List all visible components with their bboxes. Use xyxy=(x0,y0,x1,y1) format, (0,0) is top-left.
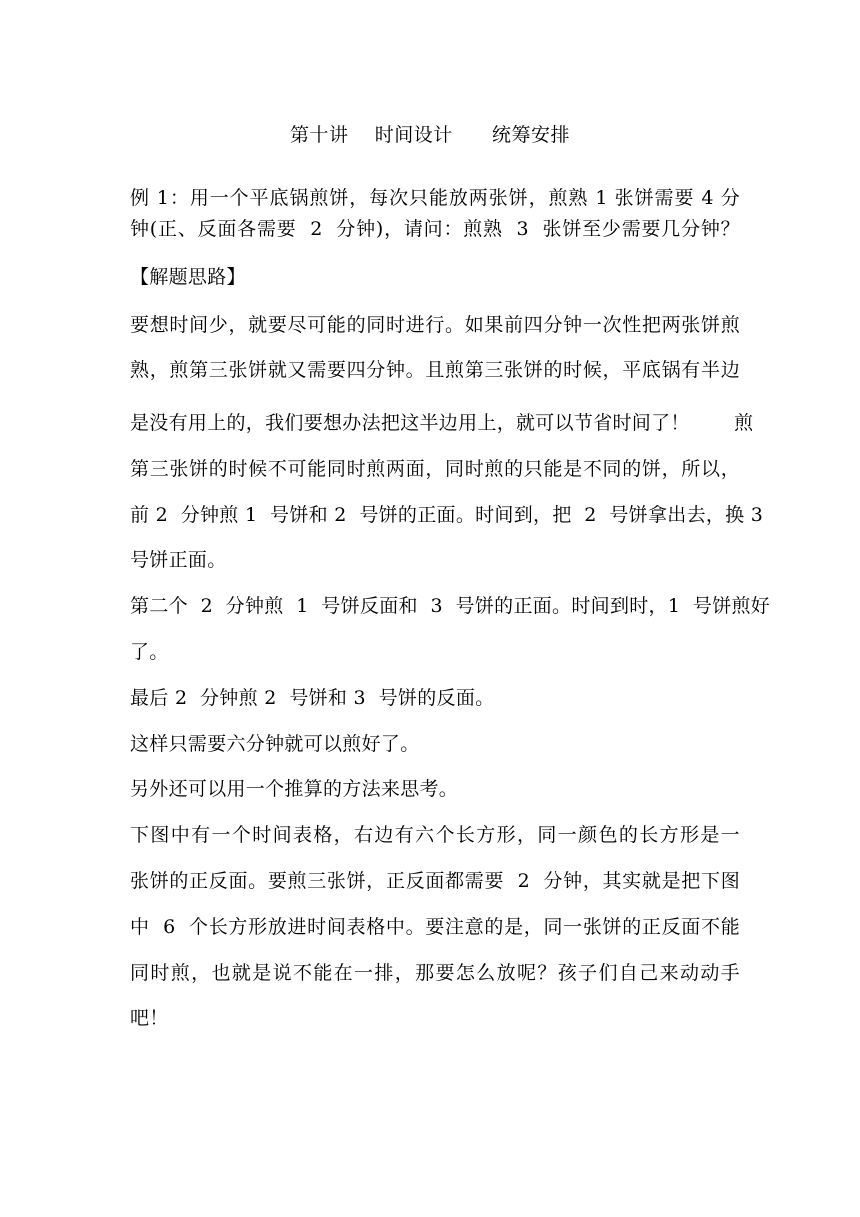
paragraph-line: 同时煎，也就是说不能在一排，那要怎么放呢？孩子们自己来动动手 xyxy=(130,962,740,984)
example-line-2: 钟(正、反面各需要 2 分钟)，请问：煎熟 3 张饼至少需要几分钟？ xyxy=(130,218,740,240)
paragraph-line: 要想时间少，就要尽可能的同时进行。如果前四分钟一次性把两张饼煎 xyxy=(130,314,740,336)
paragraph-line: 第二个 2 分钟煎 1 号饼反面和 3 号饼的正面。时间到时，1 号饼煎好 xyxy=(130,595,771,617)
paragraph-line: 另外还可以用一个推算的方法来思考。 xyxy=(130,778,459,800)
paragraph-line: 第三张饼的时候不可能同时煎两面，同时煎的只能是不同的饼，所以， xyxy=(130,458,740,480)
paragraph-line: 前 2 分钟煎 1 号饼和 2 号饼的正面。时间到，把 2 号饼拿出去，换 3 xyxy=(130,504,764,526)
paragraph-line: 号饼正面。 xyxy=(130,549,227,571)
paragraph-line: 中 6 个长方形放进时间表格中。要注意的是，同一张饼的正反面不能 xyxy=(130,916,740,938)
example-line-1: 例 1：用一个平底锅煎饼，每次只能放两张饼，煎熟 1 张饼需要 4 分 xyxy=(130,187,740,209)
paragraph-line: 最后 2 分钟煎 2 号饼和 3 号饼的反面。 xyxy=(130,687,495,709)
paragraph-line: 是没有用上的，我们要想办法把这半边用上，就可以节省时间了！ 煎 xyxy=(130,412,754,434)
paragraph-line: 了。 xyxy=(130,641,169,663)
paragraph-line: 熟，煎第三张饼就又需要四分钟。且煎第三张饼的时候，平底锅有半边 xyxy=(130,359,740,381)
section-heading: 【解题思路】 xyxy=(130,266,246,288)
paragraph-line: 张饼的正反面。要煎三张饼，正反面都需要 2 分钟，其实就是把下图 xyxy=(130,870,740,892)
paragraph-line: 下图中有一个时间表格，右边有六个长方形，同一颜色的长方形是一 xyxy=(130,824,740,846)
lecture-title: 第十讲 时间设计 统筹安排 xyxy=(290,124,570,146)
paragraph-line: 这样只需要六分钟就可以煎好了。 xyxy=(130,733,420,755)
paragraph-line: 吧！ xyxy=(130,1007,169,1029)
